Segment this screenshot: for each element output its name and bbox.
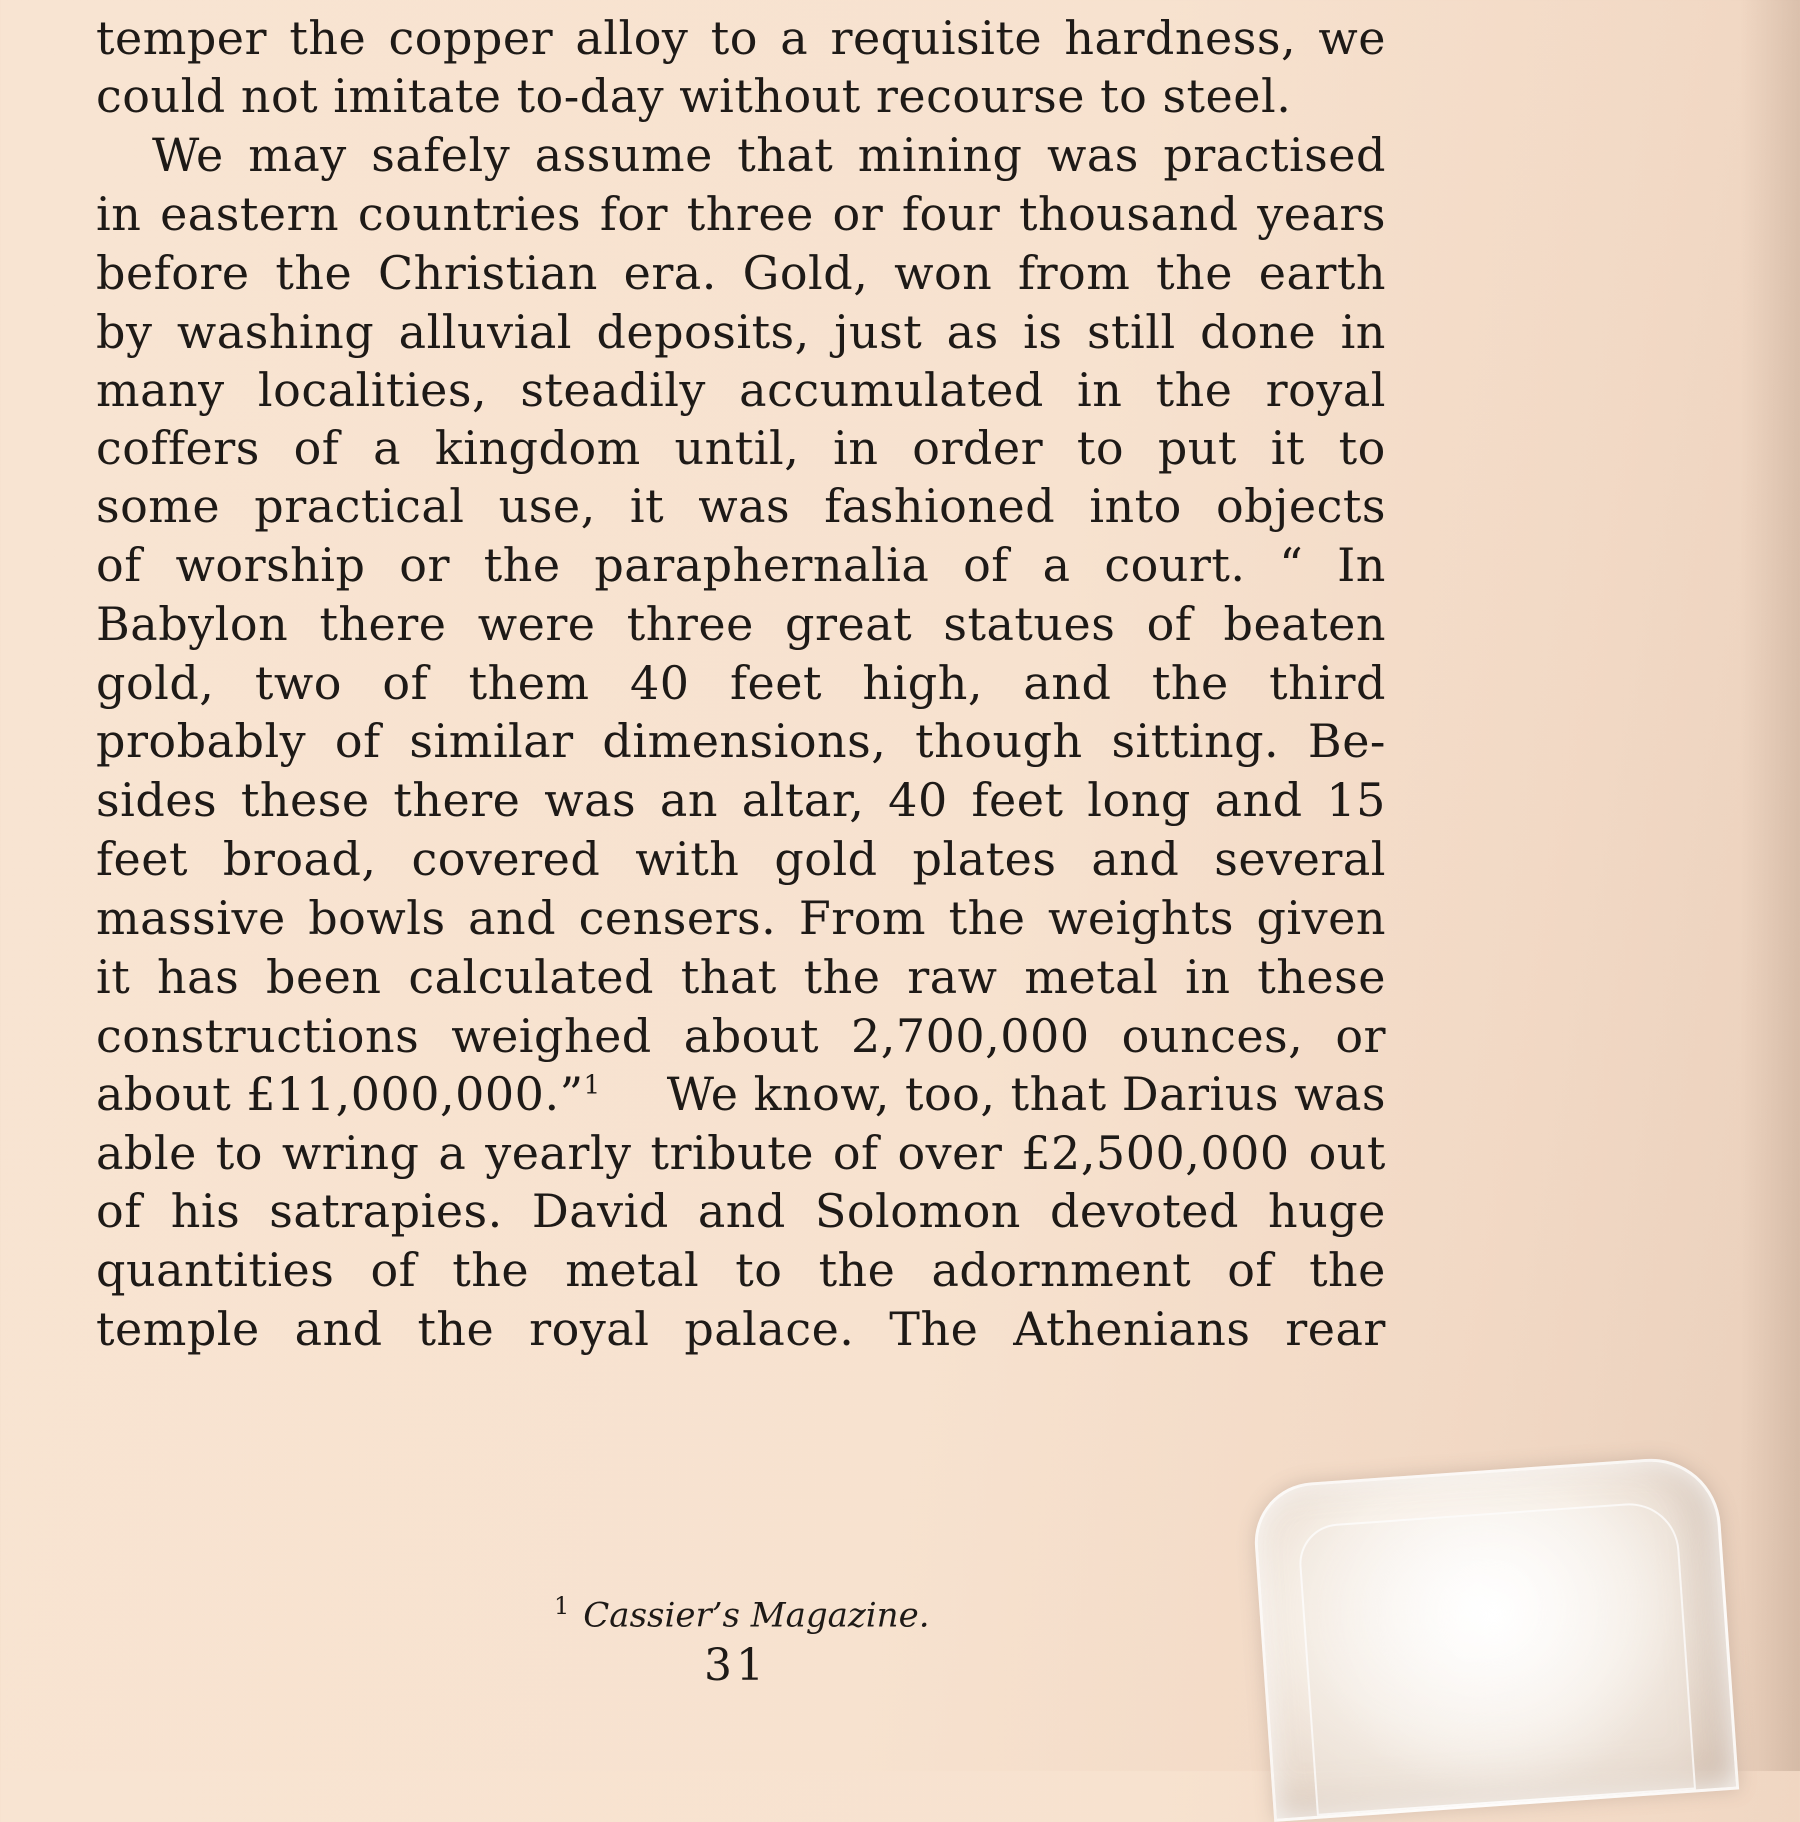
word: broad, <box>222 832 377 886</box>
word: put <box>1157 421 1237 475</box>
word: to <box>1338 421 1386 475</box>
text-line <box>96 1299 1386 1359</box>
word: massive <box>96 891 286 945</box>
word: feet <box>971 773 1064 827</box>
word: rear <box>1285 1302 1386 1356</box>
word: palace. <box>684 1302 855 1356</box>
word: the <box>1309 1243 1386 1297</box>
word: for <box>599 187 669 241</box>
word: years <box>1257 187 1386 241</box>
word: some <box>96 479 221 533</box>
word: probably <box>96 714 307 768</box>
text-segment: We know, too, that Darius was <box>666 1067 1386 1121</box>
text-line <box>96 535 1386 595</box>
word: to <box>710 11 758 65</box>
word: 40 <box>629 656 690 710</box>
text-line <box>96 8 1386 68</box>
word: “ <box>1279 538 1304 592</box>
word: accumulated <box>739 363 1044 417</box>
word: as <box>946 305 999 359</box>
word: feet <box>729 656 822 710</box>
text-line <box>96 1240 1386 1300</box>
word: practical <box>254 479 465 533</box>
word: given <box>1256 891 1386 945</box>
word: censers. <box>578 891 777 945</box>
text-line <box>96 476 1386 536</box>
word: out <box>1308 1126 1386 1180</box>
word: until, <box>674 421 800 475</box>
word: sitting. <box>1111 714 1280 768</box>
word: just <box>834 305 923 359</box>
word: similar <box>409 714 574 768</box>
word: was <box>1046 128 1139 182</box>
word: devoted <box>1049 1184 1239 1238</box>
word: beaten <box>1223 597 1386 651</box>
word: assume <box>534 128 713 182</box>
word: localities, <box>257 363 488 417</box>
word: weights <box>1047 891 1234 945</box>
word: into <box>1089 479 1182 533</box>
word: temple <box>96 1302 260 1356</box>
word: we <box>1318 11 1386 65</box>
word: 2,700,000 <box>850 1009 1090 1063</box>
paragraph-first-line <box>96 125 1386 185</box>
word: the <box>1155 363 1233 417</box>
word: sides <box>96 773 218 827</box>
word: use, <box>498 479 596 533</box>
word: still <box>1086 305 1176 359</box>
glass-highlight <box>1297 1500 1696 1816</box>
word: dimensions, <box>602 714 887 768</box>
word: there <box>319 597 447 651</box>
word: it <box>1270 421 1305 475</box>
word: third <box>1269 656 1386 710</box>
word: an <box>659 773 718 827</box>
word: though <box>915 714 1083 768</box>
word: before <box>96 246 250 300</box>
word: the <box>483 538 561 592</box>
word: high, <box>862 656 983 710</box>
word: from <box>1018 246 1131 300</box>
word: kingdom <box>434 421 641 475</box>
word: his <box>170 1184 241 1238</box>
word: a <box>438 1126 467 1180</box>
footnote-reference: 1 <box>583 1070 601 1101</box>
word: weighed <box>451 1009 652 1063</box>
word: the <box>1156 246 1233 300</box>
word: royal <box>1265 363 1386 417</box>
word: two <box>254 656 342 710</box>
word: worship <box>175 538 366 592</box>
word: Babylon <box>96 597 289 651</box>
word: and <box>1091 832 1180 886</box>
word: a <box>780 11 809 65</box>
word: of <box>1146 597 1193 651</box>
word: hardness, <box>1064 11 1297 65</box>
word: able <box>96 1126 197 1180</box>
text-line <box>96 1181 1386 1241</box>
word: these <box>240 773 370 827</box>
word: many <box>96 363 225 417</box>
word: washing <box>176 305 375 359</box>
word: it <box>629 479 665 533</box>
word: objects <box>1215 479 1386 533</box>
word: the <box>803 950 881 1004</box>
text-line <box>96 1123 1386 1183</box>
word: plates <box>912 832 1057 886</box>
word: won <box>894 246 993 300</box>
word: long <box>1087 773 1191 827</box>
word: steadily <box>520 363 706 417</box>
text-line <box>96 184 1386 244</box>
word: or <box>1335 1009 1386 1063</box>
text-line <box>96 711 1386 771</box>
word: alluvial <box>398 305 572 359</box>
word: copper <box>388 11 554 65</box>
text-line <box>96 418 1386 478</box>
word: there <box>393 773 521 827</box>
text-line <box>96 653 1386 713</box>
word: of <box>963 538 1009 592</box>
glass-paperweight <box>1251 1454 1739 1822</box>
word: covered <box>411 832 601 886</box>
word: practised <box>1163 128 1386 182</box>
word: In <box>1337 538 1386 592</box>
word: that <box>737 128 834 182</box>
text-line <box>96 947 1386 1007</box>
word: four <box>901 187 1001 241</box>
word: constructions <box>96 1009 420 1063</box>
word: or <box>832 187 884 241</box>
word: of <box>96 1184 142 1238</box>
text-line <box>96 360 1386 420</box>
word: been <box>266 950 382 1004</box>
word: Be- <box>1307 714 1386 768</box>
word: three <box>686 187 814 241</box>
word: the <box>417 1302 495 1356</box>
word: or <box>399 538 450 592</box>
word: of <box>1227 1243 1273 1297</box>
word: gold <box>774 832 878 886</box>
word: done <box>1200 305 1317 359</box>
word: is <box>1023 305 1063 359</box>
word: thousand <box>1018 187 1239 241</box>
text-line <box>96 1006 1386 1066</box>
text-line: could not imitate to-day without recourse to steel. <box>96 69 1292 123</box>
word: by <box>96 305 153 359</box>
word: in <box>833 421 879 475</box>
word: of <box>370 1243 417 1297</box>
word: and <box>468 891 557 945</box>
word: temper <box>96 11 267 65</box>
word: a <box>1042 538 1071 592</box>
footnote-text: Cassier’s Magazine. <box>583 1595 930 1636</box>
word: satrapies. <box>269 1184 503 1238</box>
word: ounces, <box>1121 1009 1304 1063</box>
word: calculated <box>408 950 654 1004</box>
word: may <box>248 128 347 182</box>
word: several <box>1214 832 1386 886</box>
word: it <box>96 950 131 1004</box>
footnote-mark: 1 <box>554 1592 570 1620</box>
word: The <box>889 1302 979 1356</box>
word: in <box>1077 363 1123 417</box>
word: of <box>293 421 340 475</box>
word: eastern <box>160 187 340 241</box>
word: in <box>1185 950 1231 1004</box>
word: raw <box>907 950 998 1004</box>
word: tribute <box>650 1126 814 1180</box>
word: the <box>289 11 367 65</box>
word: £2,500,000 <box>1021 1126 1290 1180</box>
text-line <box>96 302 1386 362</box>
word: and <box>294 1302 383 1356</box>
word: mining <box>857 128 1023 182</box>
word: alloy <box>575 11 689 65</box>
word: We <box>152 128 224 182</box>
word: the <box>452 1243 530 1297</box>
word: of <box>382 656 429 710</box>
word: the <box>1151 656 1229 710</box>
word: paraphernalia <box>594 538 930 592</box>
word: court. <box>1104 538 1246 592</box>
text-segment: about £11,000,000.”$^1$ <box>96 1067 601 1121</box>
word: statues <box>943 597 1116 651</box>
word: feet <box>96 832 188 886</box>
word: has <box>157 950 240 1004</box>
word: the <box>818 1243 896 1297</box>
word: Athenians <box>1013 1302 1251 1356</box>
text-line <box>96 770 1386 830</box>
word: adornment <box>931 1243 1192 1297</box>
word: of <box>96 538 142 592</box>
text-line <box>96 243 1386 303</box>
word: was <box>698 479 791 533</box>
word: wring <box>281 1126 420 1180</box>
text-line <box>96 888 1386 948</box>
word: to <box>215 1126 263 1180</box>
word: royal <box>529 1302 650 1356</box>
word: was <box>544 773 637 827</box>
text-line <box>96 594 1386 654</box>
word: countries <box>357 187 582 241</box>
word: to <box>1076 421 1125 475</box>
word: order <box>912 421 1044 475</box>
word: altar, <box>741 773 865 827</box>
word: yearly <box>485 1126 632 1180</box>
word: quantities <box>96 1243 335 1297</box>
word: Gold, <box>742 246 869 300</box>
word: Christian <box>377 246 598 300</box>
word: metal <box>1024 950 1159 1004</box>
page-edge-shadow <box>1740 0 1800 1771</box>
word: metal <box>565 1243 700 1297</box>
word: over <box>897 1126 1003 1180</box>
word: safely <box>371 128 511 182</box>
word: era. <box>623 246 717 300</box>
word: a <box>373 421 402 475</box>
word: and <box>1214 773 1303 827</box>
word: in <box>96 187 142 241</box>
word: fashioned <box>824 479 1056 533</box>
footnote <box>554 1582 930 1639</box>
word: and <box>697 1184 786 1238</box>
word: that <box>680 950 777 1004</box>
word: earth <box>1258 246 1386 300</box>
word: coffers <box>96 421 260 475</box>
word: of <box>334 714 381 768</box>
word: the <box>948 891 1026 945</box>
word: requisite <box>830 11 1043 65</box>
word: David <box>531 1184 669 1238</box>
word: 15 <box>1326 773 1386 827</box>
word: three <box>626 597 754 651</box>
word: to <box>735 1243 783 1297</box>
text-line <box>96 829 1386 889</box>
word: these <box>1257 950 1386 1004</box>
word: 40 <box>888 773 948 827</box>
word: and <box>1023 656 1112 710</box>
word: great <box>785 597 913 651</box>
word: the <box>275 246 353 300</box>
word: Solomon <box>814 1184 1021 1238</box>
word: huge <box>1267 1184 1386 1238</box>
word: gold, <box>96 656 215 710</box>
page-number: 31 <box>704 1640 768 1691</box>
word: of <box>832 1126 879 1180</box>
word: From <box>798 891 927 945</box>
word: deposits, <box>596 305 810 359</box>
text-line-with-footnote <box>96 1064 1386 1124</box>
word: them <box>468 656 590 710</box>
word: with <box>635 832 740 886</box>
word: about <box>683 1009 819 1063</box>
word: in <box>1340 305 1386 359</box>
word: bowls <box>308 891 446 945</box>
word: were <box>477 597 596 651</box>
